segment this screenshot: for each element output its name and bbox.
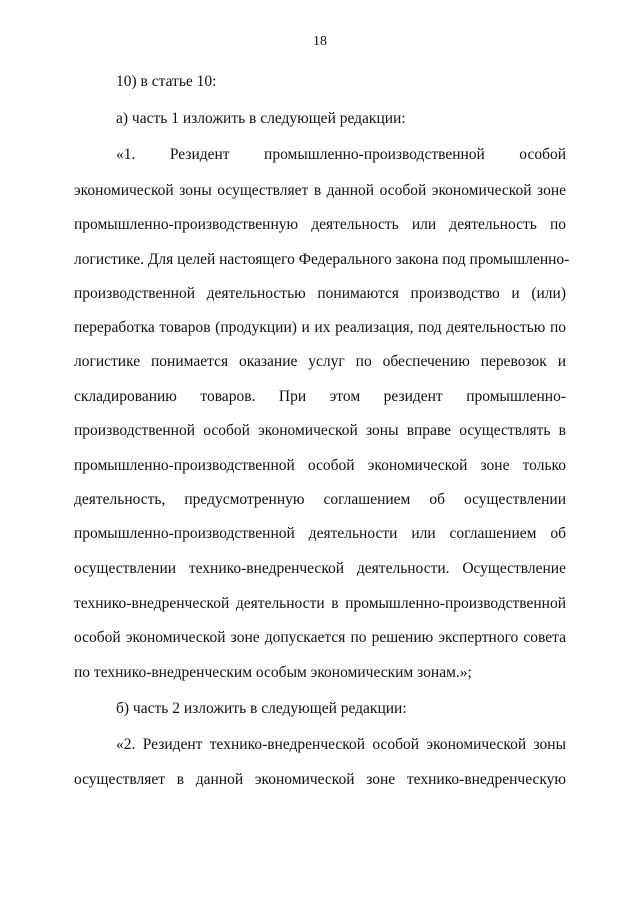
paragraph-line: «1. Резидент промышленно-производственной особой [116, 146, 566, 163]
paragraph-line: переработка товаров (продукции) и их реализация, под деятельностью по [74, 319, 566, 336]
item-10-heading: 10) в статье 10: [116, 73, 217, 90]
paragraph-line: складированию товаров. При этом резидент промышленно- [74, 388, 566, 405]
subitem-a-heading: а) часть 1 изложить в следующей редакции: [116, 110, 406, 127]
paragraph-line: экономической зоны осуществляет в данной особой экономической зоне [74, 182, 566, 199]
paragraph-line: деятельность, предусмотренную соглашением об осуществлении [74, 491, 566, 508]
paragraph-line: логистике понимается оказание услуг по обеспечению перевозок и [74, 353, 566, 370]
paragraph-line: промышленно-производственной деятельности или соглашением об [74, 525, 566, 542]
paragraph-line: производственной особой экономической зоны вправе осуществлять в [74, 422, 566, 439]
paragraph-line: производственной деятельностью понимаются производство и (или) [74, 285, 566, 302]
paragraph-line: технико-внедренческой деятельности в промышленно-производственной [74, 595, 566, 612]
paragraph-line: «2. Резидент технико-внедренческой особой экономической зоны [116, 736, 566, 753]
paragraph-line: осуществлении технико-внедренческой деятельности. Осуществление [74, 560, 566, 577]
paragraph-line: особой экономической зоне допускается по решению экспертного совета [74, 629, 566, 646]
paragraph-line: логистике. Для целей настоящего Федерального закона под промышленно- [74, 251, 570, 268]
paragraph-line: осуществляет в данной экономической зоне технико-внедренческую [74, 771, 566, 788]
paragraph-line: промышленно-производственной особой экономической зоне только [74, 457, 566, 474]
paragraph-line: промышленно-производственную деятельность или деятельность по [74, 216, 566, 233]
subitem-b-heading: б) часть 2 изложить в следующей редакции: [116, 700, 407, 717]
paragraph-line-last: по технико-внедренческим особым экономическим зонам.»; [74, 664, 472, 681]
page-number: 18 [313, 34, 327, 49]
